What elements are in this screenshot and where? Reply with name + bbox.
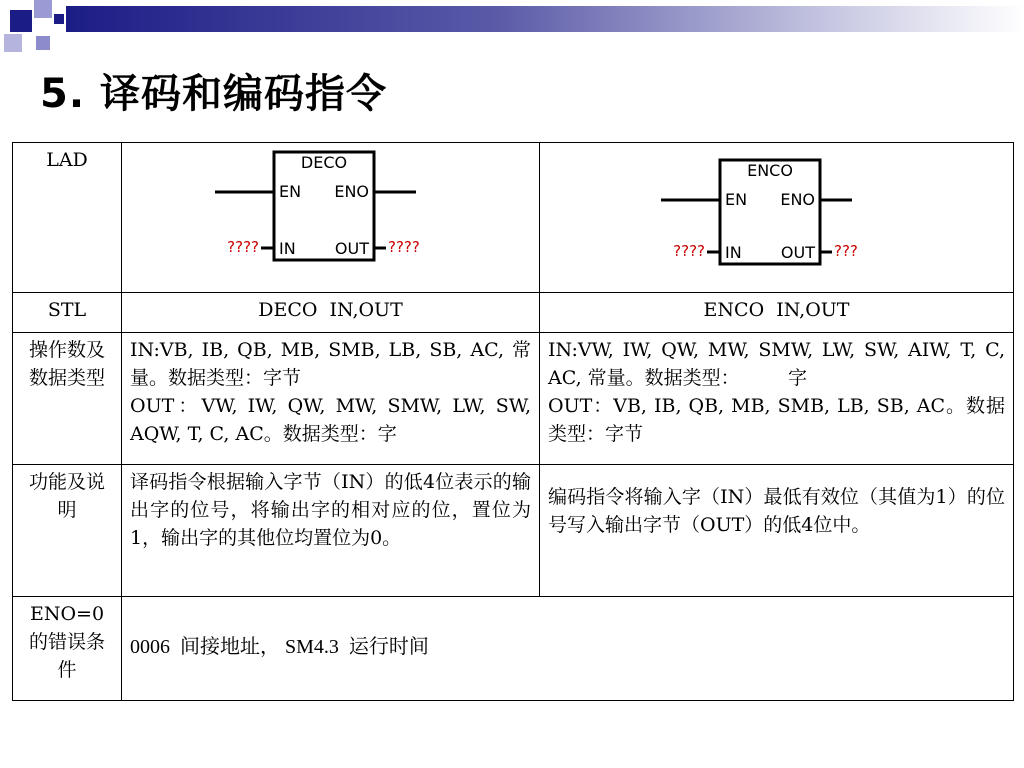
error-row [13, 597, 1014, 701]
deco-eno-pin: ENO [333, 182, 369, 201]
deco-en-pin: EN [278, 182, 301, 201]
instruction-table [12, 142, 1014, 701]
deco-in-param: ???? [226, 238, 259, 256]
corner-square-navy-small [54, 14, 64, 24]
enco-out-pin: OUT [780, 243, 815, 262]
lad-label: LAD [13, 143, 122, 293]
enco-operands [540, 333, 1014, 465]
page-title: 5. 译码和编码指令 [40, 71, 387, 117]
deco-function: 译码指令根据输入字节（IN）的低4位表示的输出字的位号，将输出字的相对应的位，置位为1，输出字的其他位均置位为0。 [122, 465, 540, 597]
corner-square-lavender-left [4, 34, 22, 52]
enco-box-title: ENCO [746, 161, 793, 180]
deco-stl-text: DECO IN,OUT [258, 299, 403, 321]
enco-ladder-block [657, 146, 897, 266]
deco-lad-cell [122, 143, 540, 293]
enco-operand-in: IN:VW, IW, QW, MW, SMW, LW, SW, AIW, T, C, AC, 常量。数据类型： 字 [548, 339, 1012, 389]
deco-operand-out: OUT：VW, IW, QW, MW, SMW, LW, SW, AQW, T, C, AC。数据类型：字 [130, 395, 531, 445]
operand-row [13, 333, 1014, 465]
operand-label: 操作数及数据类型 [13, 333, 122, 465]
enco-stl-text: ENCO IN,OUT [703, 299, 850, 321]
corner-square-navy-large [10, 10, 32, 32]
deco-operand-in: IN:VB, IB, QB, MB, SMB, LB, SB, AC, 常量。数据类型：字节 [130, 339, 531, 389]
enco-function: 编码指令将输入字（IN）最低有效位（其值为1）的位号写入输出字节（OUT）的低4位中。 [540, 465, 1014, 597]
deco-operands [122, 333, 540, 465]
error-conditions-text: 0006 间接地址， SM4.3 运行时间 [130, 636, 429, 658]
corner-square-lavender-top [34, 0, 52, 18]
deco-out-param: ???? [387, 238, 420, 256]
error-label: ENO=0的错误条件 [13, 597, 122, 701]
stl-label: STL [13, 293, 122, 333]
enco-in-pin: IN [724, 243, 742, 262]
enco-stl [540, 293, 1014, 333]
enco-eno-pin: ENO [779, 190, 815, 209]
deco-stl [122, 293, 540, 333]
lad-row [13, 143, 1014, 293]
deco-box-title: DECO [300, 153, 347, 172]
deco-out-pin: OUT [334, 239, 369, 258]
corner-square-lavender-mid [36, 36, 50, 50]
stl-row [13, 293, 1014, 333]
enco-operand-out: OUT：VB, IB, QB, MB, SMB, LB, SB, AC。数据类型：字节 [548, 395, 1005, 445]
deco-in-pin: IN [278, 239, 296, 258]
enco-out-param: ??? [833, 242, 858, 260]
function-row [13, 465, 1014, 597]
enco-en-pin: EN [724, 190, 747, 209]
title-gradient-bar [66, 6, 1024, 32]
deco-ladder-block [211, 146, 451, 266]
function-label: 功能及说明 [13, 465, 122, 597]
error-conditions [122, 597, 1014, 701]
enco-lad-cell [540, 143, 1014, 293]
enco-in-param: ???? [672, 242, 705, 260]
